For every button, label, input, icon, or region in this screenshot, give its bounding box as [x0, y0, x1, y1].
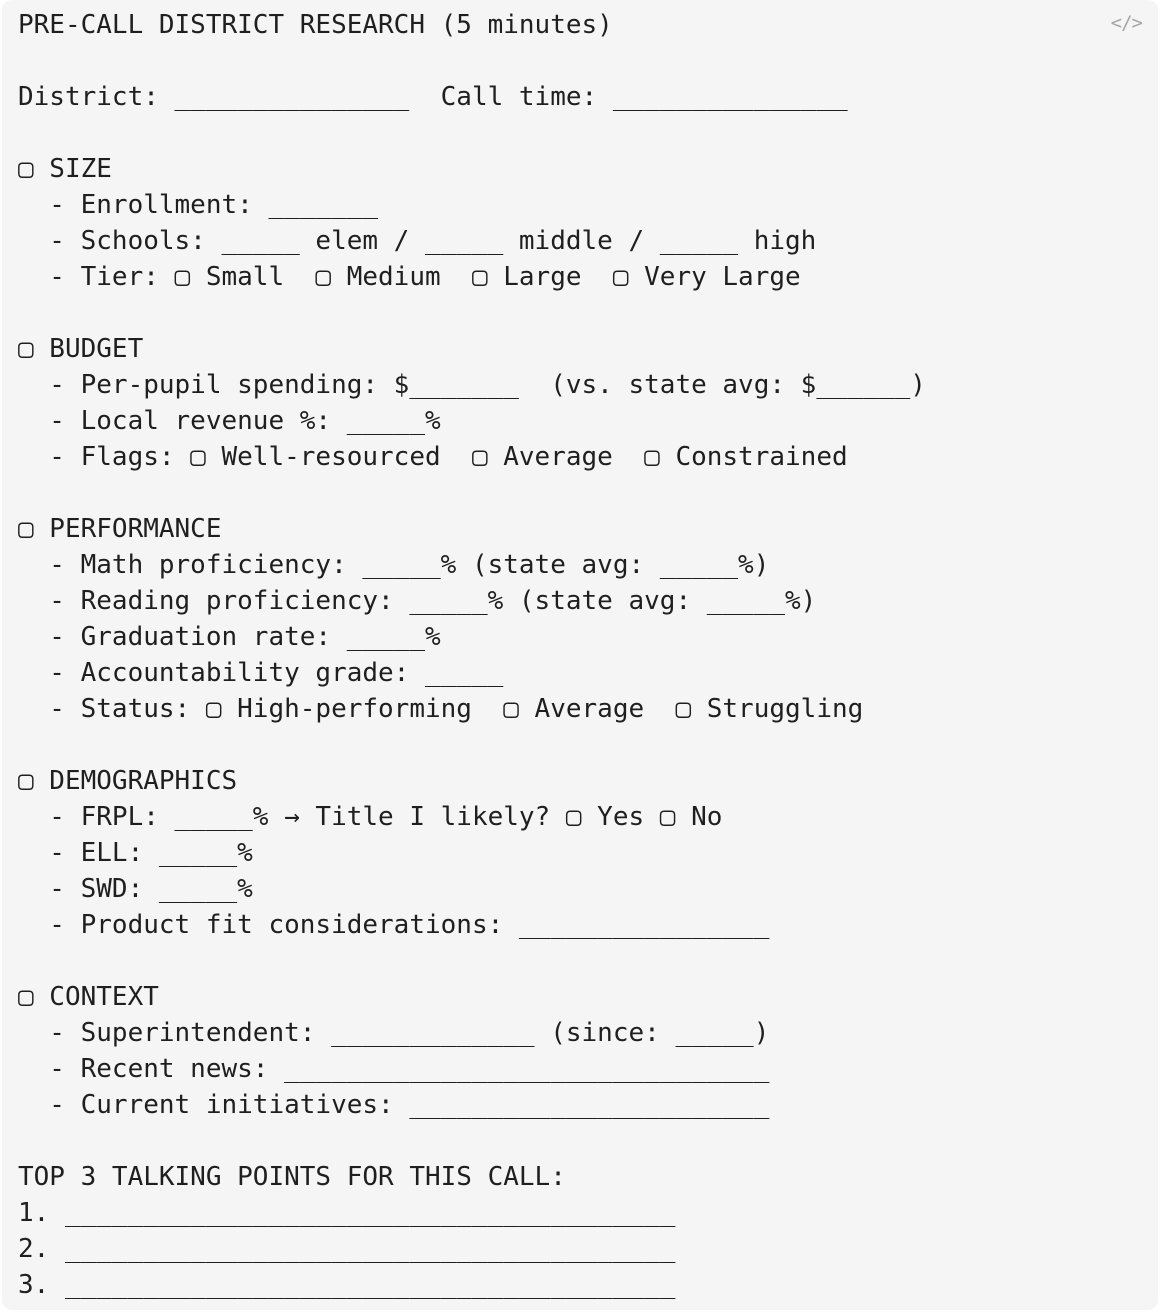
code-line: - Enrollment: _______	[18, 190, 379, 220]
code-line	[18, 1123, 926, 1159]
code-line: ▢ PERFORMANCE	[18, 514, 222, 544]
code-line: 3. _______________________________________	[18, 1270, 676, 1300]
code-line: - Tier: ▢ Small ▢ Medium ▢ Large ▢ Very Large	[18, 262, 801, 292]
code-line: - Status: ▢ High-performing ▢ Average ▢ Struggling	[18, 694, 864, 724]
code-line: - Graduation rate: _____%	[18, 622, 441, 652]
code-line: - Schools: _____ elem / _____ middle / _____ high	[18, 226, 817, 256]
code-line: - Reading proficiency: _____% (state avg: _____%)	[18, 586, 817, 616]
code-line	[18, 43, 926, 79]
code-line	[18, 943, 926, 979]
code-line: - Product fit considerations: ________________	[18, 910, 770, 940]
code-line: PRE-CALL DISTRICT RESEARCH (5 minutes)	[18, 10, 613, 40]
code-line	[18, 115, 926, 151]
code-line: 1. _______________________________________	[18, 1198, 676, 1228]
code-line: - Superintendent: _____________ (since: _____)	[18, 1018, 770, 1048]
code-line: District: _______________ Call time: _______________	[18, 82, 848, 112]
code-line	[18, 727, 926, 763]
code-line: - FRPL: _____% → Title I likely? ▢ Yes ▢ No	[18, 802, 723, 832]
code-line: - Accountability grade: _____	[18, 658, 504, 688]
code-line: - Recent news: _______________________________	[18, 1054, 770, 1084]
code-line: 2. _______________________________________	[18, 1234, 676, 1264]
code-line: - Math proficiency: _____% (state avg: _____%)	[18, 550, 770, 580]
code-line: ▢ SIZE	[18, 154, 112, 184]
code-line: ▢ BUDGET	[18, 334, 144, 364]
code-line: ▢ CONTEXT	[18, 982, 159, 1012]
code-line: - Per-pupil spending: $_______ (vs. state avg: $______)	[18, 370, 926, 400]
code-line	[18, 475, 926, 511]
code-line	[18, 295, 926, 331]
code-line: TOP 3 TALKING POINTS FOR THIS CALL:	[18, 1162, 566, 1192]
code-line: - Local revenue %: _____%	[18, 406, 441, 436]
code-line: - SWD: _____%	[18, 874, 253, 904]
code-content	[18, 7, 926, 1303]
code-line: - Flags: ▢ Well-resourced ▢ Average ▢ Constrained	[18, 442, 848, 472]
code-line: - Current initiatives: _______________________	[18, 1090, 770, 1120]
code-line: - ELL: _____%	[18, 838, 253, 868]
code-icon[interactable]: </>	[1110, 12, 1142, 34]
code-line: ▢ DEMOGRAPHICS	[18, 766, 238, 796]
code-block	[2, 0, 1158, 1310]
